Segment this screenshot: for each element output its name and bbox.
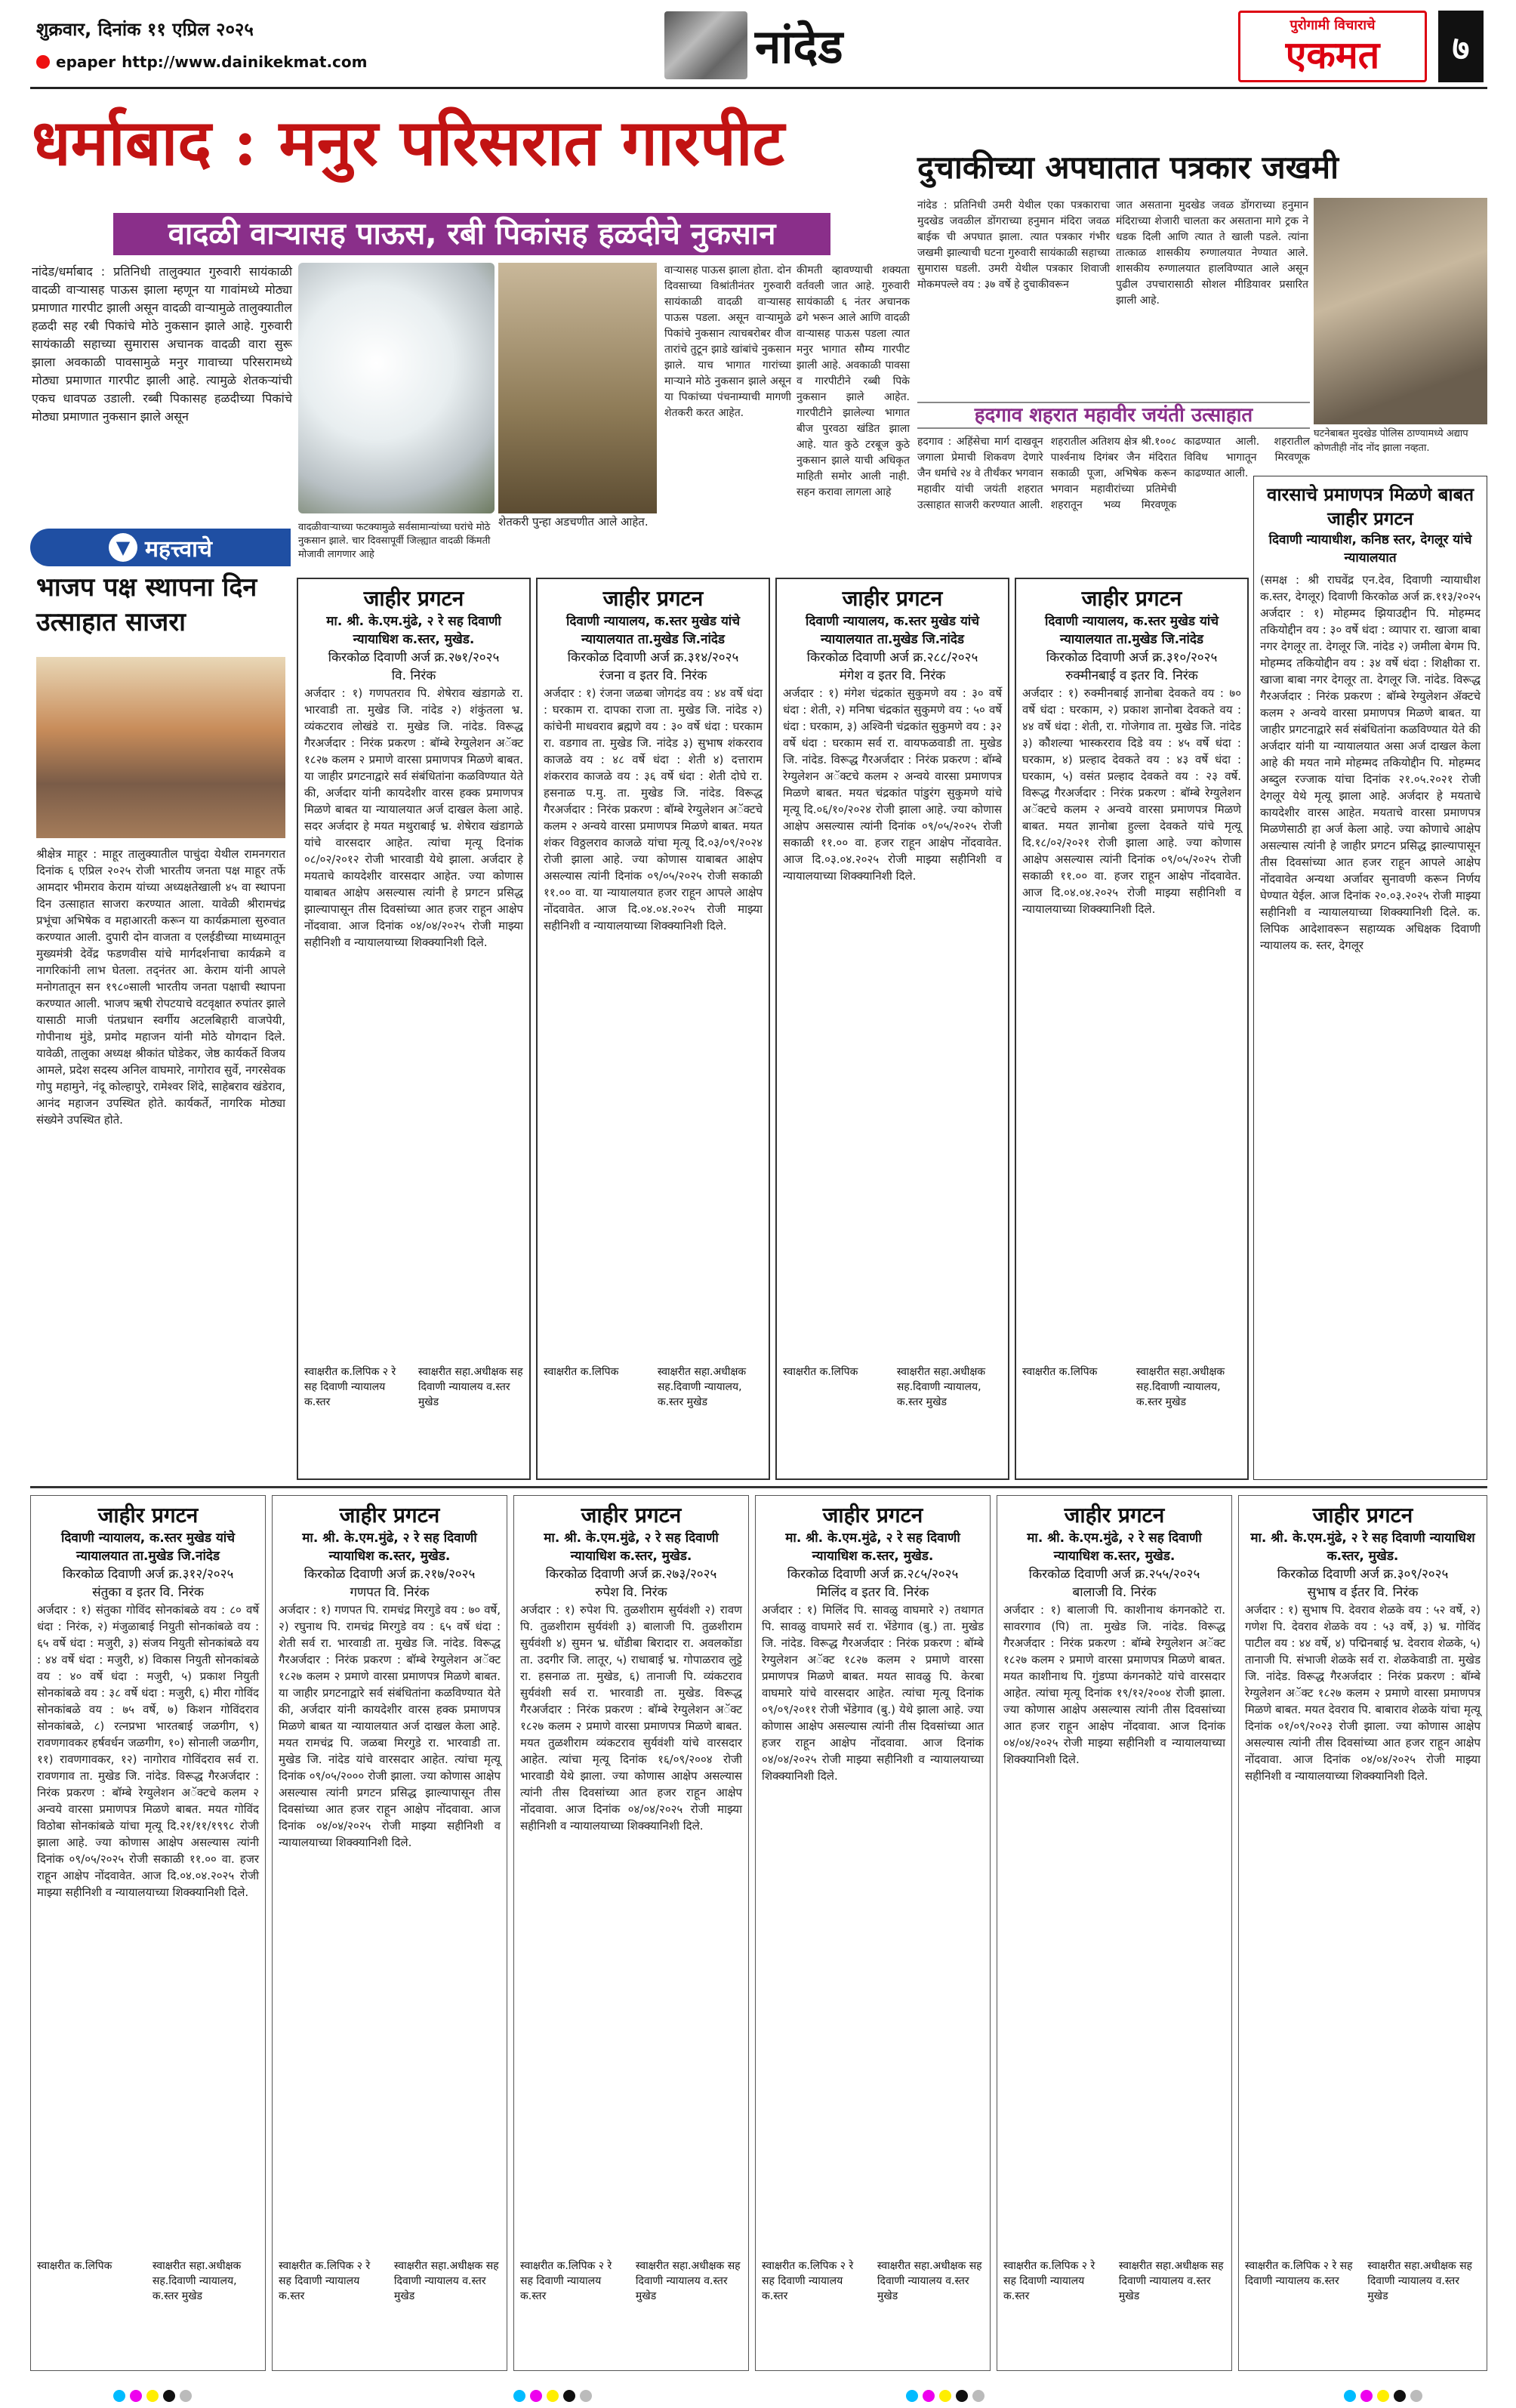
registration-marks-left: [113, 2390, 192, 2403]
notice-title: जाहीर प्रगटन: [1064, 1503, 1165, 1528]
notice-bottom-3: [513, 1495, 749, 2371]
brand-logo: [1238, 11, 1427, 82]
notice-bottom-6: [1238, 1495, 1487, 2371]
notice-court: मा. श्री. के.एम.मुंढे, २ रे सह दिवाणी न्यायाधिश क.स्तर, मुखेड.: [326, 614, 501, 647]
notice-case: किरकोळ दिवाणी अर्ज क्र.२८८/२०२५: [806, 650, 978, 665]
notice-sign-right: स्वाक्षरीत सहा.अधीक्षक सह दिवाणी न्यायालय व.स्तर मुखेड: [877, 2260, 982, 2302]
notice-title: जाहीर प्रगटन: [602, 586, 704, 611]
brand-tagline: पुरोगामी विचाराचे: [1290, 17, 1376, 33]
notice-sign-right: स्वाक्षरीत सहा.अधीक्षक सह.दिवाणी न्यायालय, क.स्तर मुखेड: [152, 2260, 242, 2302]
notice-sign-left: स्वाक्षरीत क.लिपिक: [1022, 1366, 1098, 1378]
notice-case: किरकोळ दिवाणी अर्ज क्र.३१४/२०२५: [567, 650, 739, 665]
notice-title: जाहीर प्रगटन: [339, 1503, 440, 1528]
notice-top-3: [775, 578, 1009, 1480]
notice-sign-left: स्वाक्षरीत क.लिपिक २ रे सह दिवाणी न्यायालय क.स्तर: [304, 1366, 396, 1408]
notice-case: किरकोळ दिवाणी अर्ज क्र.३१२/२०२५: [62, 1567, 234, 1582]
brand-name: एकमत: [1285, 32, 1380, 77]
accident-column-2: जात असताना मुदखेड जवळ डोंगराच्या हनुमान मंदिराच्या शेजारी चालता कर असताना मागे ट्रक ने धडक दिली आणि त्यात ते खाली पडले. त्यांना तात्काळ शासकीय रुग्णालयात नेण्यात आले. शासकीय रुग्णालयात हालविण्यात आले असून पुढील उपचारासाठी सोशल मीडियावर प्रसारित झाली आहे.: [1116, 199, 1308, 307]
epaper-icon: [36, 55, 50, 69]
notice-title: जाहीर प्रगटन: [1081, 586, 1182, 611]
bjp-story: श्रीक्षेत्र माहूर : माहूर तालुक्यातील पाचुंदा येथील रामनगरात दिनांक ६ एप्रिल २०२५ रोजी भारतीय जनता पक्ष माहूर तर्फे आमदार भीमराव केराम यांच्या अध्यक्षतेखाली ४५ वा स्थापना दिन उत्साहात साजरा करण्यात आला. यावेळी श्रीरामचंद्र प्रभूंचा अभिषेक व महाआरती करून या कार्यक्रमाला सुरुवात करण्यात आली. दुपारी दोन वाजता व एलईडीच्या माध्यमातून मुख्यमंत्री देवेंद्र फडणवीस यांचे मार्गदर्शनाचा कार्यक्रमे व नागरिकांनी लाभ घेतला. तद्नंतर आ. केराम यांनी आपले मनोगतातून सन १९८०साली भारतीय जनता पक्षाची स्थापना करण्यात आली. भाजप ऋषी रोपटयाचे वटवृक्षात रुपांतर झाले यासाठी माजी पंतप्रधान स्वर्गीय अटलबिहारी वाजपेयी, गोपीनाथ मुंडे, प्रमोद महाजन यांनी मोठे योगदान दिले. यावेळी, तालुका अध्यक्ष श्रीकांत घोडेकर, जेष्ठ कार्यकर्ते विजय आमले, प्रदेश सदस्य अनिल वाघमारे, नागोराव सुर्वे, नगरसेवक गोपु महामुने, नंदू कोल्हापुरे, रामेश्वर शिंदे, साहेबराव खंडेराव, आनंद महाजन उपस्थित होते. कार्यकर्ते, नागरिक मोठ्या संख्येने उपस्थित होते.: [36, 847, 285, 1127]
notice-bottom-4: [755, 1495, 991, 2371]
issue-date: शुक्रवार, दिनांक ११ एप्रिल २०२५: [36, 19, 254, 40]
notice-court: मा. श्री. के.एम.मुंढे, २ रे सह दिवाणी न्यायाधिश क.स्तर, मुखेड.: [302, 1531, 477, 1564]
notice-bottom-2: [272, 1495, 507, 2371]
notice-parties: रुक्मीनबाई व इतर वि. निरंक: [1065, 668, 1198, 683]
farm-photo: [498, 263, 657, 513]
notice-parties: वि. निरंक: [391, 668, 436, 683]
notice-case: किरकोळ दिवाणी अर्ज क्र.२७१/२०२५: [328, 650, 500, 665]
notice-body: अर्जदार : १) मंगेश चंद्रकांत सुकुमणे वय : ३० वर्षे धंदा : शेती, २) मनिषा चंद्रकांत सुकुमणे वय : ५० वर्षे धंदा : घरकाम, ३) अश्विनी चंद्रकांत सुकुमणे वय : ३२ वर्षे धंदा : घरकाम सर्व रा. वायफळवाडी ता. मुखेड जि. नांदेड. विरूद्ध गैरअर्जदार : निरंक प्रकरण : बॉम्बे रेग्युलेशन अॅक्टचे कलम २ अन्वये वारसा प्रमाणपत्र मिळणे बाबत. मयत चंद्रकांत पांडुरंग सुकुमणे यांचे मृत्यू दि.०६/१०/२०२४ रोजी झाला आहे. ज्या कोणास आक्षेप असल्यास त्यांनी दिनांक ०९/०५/२०२५ रोजी सकाळी ११.०० वा. हजर राहून आक्षेप नोंदवावेत. आज दि.०३.०४.२०२५ रोजी माझ्या सहीनिशी व न्यायालयाच्या शिक्क्यानिशी दिले.: [783, 686, 1002, 883]
notice-title: जाहीर प्रगटन: [1312, 1503, 1413, 1528]
notice-body: अर्जदार : १) संतुका गोविंद सोनकांबळे वय : ८० वर्षे धंदा : निरंक, २) मंजुळाबाई नियुती सोनकांबळे वय : ६५ वर्षे धंदा : मजुरी, ३) संजय नियुती सोनकांबळे वय : ४४ वर्षे धंदा : मजुरी, ४) विकास नियुती सोनकांबळे वय : ४० वर्षे धंदा : मजुरी, ५) प्रकाश नियुती सोनकांबळे वय : ३८ वर्षे धंदा : मजुरी, ६) मीरा गोविंद सोनकांबळे वय : ७५ वर्षे, ७) किशन गोविंदराव सोनकांबळे, ८) रत्नप्रभा भारतबाई जळगीग, ९) रावणगावकर हर्षवर्धन जळगीग, १०) सोनाली जळगीग, ११) रावणगावकर, १२) नागोराव गोविंदराव सर्व रा. रावणगाव ता. मुखेड जि. नांदेड. विरूद्ध गैरअर्जदार : निरंक प्रकरण : बॉम्बे रेग्युलेशन अॅक्टचे कलम २ अन्वये वारसा प्रमाणपत्र मिळणे बाबत. मयत गोविंद विठोबा सोनकांबळे यांचा मृत्यू दि.२१/११/१९९८ रोजी झाला आहे. ज्या कोणास आक्षेप असल्यास त्यांनी दिनांक ०९/०५/२०२५ रोजी सकाळी ११.०० वा. हजर राहून आक्षेप नोंदवावेत. आज दि.०४.०४.२०२५ रोजी माझ्या सहीनिशी व न्यायालयाच्या शिक्क्यानिशी दिले.: [37, 1603, 259, 1899]
notice-title: जाहीर प्रगटन: [822, 1503, 923, 1528]
notice-sign-left: स्वाक्षरीत क.लिपिक: [37, 2260, 112, 2272]
notice-parties: मिलिंद व इतर वि. निरंक: [816, 1585, 929, 1600]
notice-case: किरकोळ दिवाणी अर्ज क्र.३१०/२०२५: [1046, 650, 1218, 665]
notice-parties: गणपत वि. निरंक: [350, 1585, 430, 1600]
notice-body: अर्जदार : १) रुक्मीनबाई ज्ञानोबा देवकते वय : ७० वर्षे धंदा : घरकाम, २) प्रकाश ज्ञानोबा देवकते वय : ४४ वर्षे धंदा : शेती, रा. गोजेगाव ता. मुखेड जि. नांदेड ३) कौशल्या भास्करराव दिडे वय : ४५ वर्षे धंदा : घरकाम, ४) प्रल्हाद देवकते वय : ४३ वर्षे धंदा : घरकाम, ५) वसंत प्रल्हाद देवकते वय : २३ वर्षे. विरूद्ध गैरअर्जदार : निरंक प्रकरण : बॉम्बे रेग्युलेशन अॅक्टचे कलम २ अन्वये वारसा प्रमाणपत्र मिळणे बाबत. मयत ज्ञानोबा हुल्ला देवकते यांचे मृत्यू दि.१८/०२/२०२१ रोजी झाला आहे. ज्या कोणास आक्षेप असल्यास त्यांनी दिनांक ०९/०५/२०२५ रोजी सकाळी ११.०० वा. हजर राहून आक्षेप नोंदवावेत. आज दि.०४.०४.२०२५ रोजी माझ्या सहीनिशी व न्यायालयाच्या शिक्क्यानिशी दिले.: [1022, 686, 1241, 916]
mahavir-story: हदगाव : अहिंसेचा मार्ग दाखवून जगाला प्रेमाची शिकवण देणारे जैन धर्माचे २४ वे तीर्थंकर भगवान महावीर यांची जयंती शहरात उत्साहात साजरी करण्यात आली. शहरातील अतिशय क्षेत्र श्री.१००८ पार्श्वनाथ दिगंबर जैन मंदिरात सकाळी पूजा, अभिषेक करून भगवान महावीरांच्या प्रतिमेची शहरातून भव्य मिरवणूक काढण्यात आली. शहरातील विविध भागातून मिरवणूक काढण्यात आली.: [917, 436, 1310, 511]
notice-body: अर्जदार : १) गणपत पि. रामचंद्र मिरगुडे वय : ७० वर्षे, २) रघुनाथ पि. रामचंद्र मिरगुडे वय : ६५ वर्षे धंदा : शेती सर्व रा. भारवाडी ता. मुखेड जि. नांदेड. विरूद्ध गैरअर्जदार : निरंक प्रकरण : बॉम्बे रेग्युलेशन अॅक्ट १८२७ कलम २ प्रमाणे वारसा प्रमाणपत्र मिळणे बाबत. या जाहीर प्रगटनाद्वारे सर्व संबंधितांना कळविण्यात येते की, अर्जदार यांनी कायदेशीर वारस हक्क प्रमाणपत्र मिळणे बाबत या न्यायालयात अर्ज दाखल केला आहे. मयत रामचंद्र पि. जळबा मिरगुडे रा. भारवाडी ता. मुखेड जि. नांदेड यांचे वारसदार आहेत. त्यांचा मृत्यू दिनांक ०९/०५/२००० रोजी झाला. ज्या कोणास आक्षेप असल्यास त्यांनी प्रगटन प्रसिद्ध झाल्यापासून तीस दिवसांच्या आत हजर राहून आक्षेप नोंदवावा. आज दिनांक ०४/०४/२०२५ रोजी माझ्या सहीनिशी व न्यायालयाच्या शिक्क्यानिशी दिले.: [279, 1603, 501, 1849]
notice-parties: बालाजी वि. निरंक: [1072, 1585, 1157, 1600]
notice-sign-right: स्वाक्षरीत सहा.अधीक्षक सह दिवाणी न्यायालय व.स्तर मुखेड: [635, 2260, 741, 2302]
bjp-headline: भाजप पक्ष स्थापना दिन उत्साहात साजरा: [36, 572, 257, 637]
notice-case: किरकोळ दिवाणी अर्ज क्र.२८५/२०२५: [787, 1567, 959, 1582]
city-image: [664, 11, 747, 79]
page-number: ७: [1438, 11, 1484, 82]
lead-column-3: कीमती व्हावण्याची शक्यता वर्तवली जात आहे. गुरुवारी सायंकाळी ६ नंतर अचानक ढगे भरून आले आणि वादळी वाऱ्यासह पाऊस पडला त्यात मनुर भागात सौम्य गारपीट झाली आहे. अवकाळी पावसा व गारपीटीने रब्बी पिके नुकसान झाले आहेत. गारपीटीने झालेल्या भागात बीज पुरवठा खंडित झाला आहे. यात कुठे टरबूज कुठे नुकसान झाले याची अधिकृत माहिती समोर आली नाही. सहन करावा लागला आहे: [797, 264, 910, 498]
hailstones-photo: [298, 263, 495, 513]
notice-sign-right: स्वाक्षरीत सहा.अधीक्षक सह दिवाणी न्यायालय व.स्तर मुखेड: [1118, 2260, 1224, 2302]
hail-photo-caption: वादळीवाऱ्याच्या फटक्यामुळे सर्वसामान्यांच्या घरांचे मोठे नुकसान झाले. चार दिवसापूर्वी जिल्ह्यात वादळी किंमती मोजावी लागणार आहे: [298, 522, 491, 560]
notice-body: अर्जदार : १) बालाजी पि. काशीनाथ कंगनकोटे रा. सावरगाव (पि) ता. मुखेड जि. नांदेड. विरूद्ध गैरअर्जदार : निरंक प्रकरण : बॉम्बे रेग्युलेशन अॅक्ट १८२७ कलम २ प्रमाणे वारसा प्रमाणपत्र मिळणे बाबत. मयत काशीनाथ पि. गुंडप्पा कंगनकोटे यांचे वारसदार आहेत. त्यांचा मृत्यू दिनांक १९/१२/२००४ रोजी झाला. ज्या कोणास आक्षेप असल्यास त्यांनी तीस दिवसांच्या आत हजर राहून आक्षेप नोंदवावा. आज दिनांक ०४/०४/२०२५ रोजी माझ्या सहीनिशी व न्यायालयाच्या शिक्क्यानिशी दिले.: [1003, 1603, 1225, 1766]
notice-body: अर्जदार : १) रंजना जळबा जोगदंड वय : ४४ वर्षे धंदा : घरकाम रा. दापका राजा ता. मुखेड जि. नांदेड २) कांचेनी माधवराव ब्रह्मणे वय : ३० वर्षे धंदा : घरकाम रा. वडगाव ता. मुखेड जि. नांदेड ३) सुभाष शंकरराव काजळे वय : ४८ वर्षे धंदा : शेती ४) दत्ताराम शंकरराव काजळे वय : ३६ वर्षे धंदा : शेती दोघे रा. हसनाळ प.मु. ता. मुखेड जि. नांदेड. विरूद्ध गैरअर्जदार : निरंक प्रकरण : बॉम्बे रेग्युलेशन अॅक्टचे कलम २ अन्वये वारसा प्रमाणपत्र मिळणे बाबत. मयत शंकर विठ्ठलराव काजळे यांचा मृत्यू दि.०३/०९/२०२४ रोजी झाला आहे. ज्या कोणास याबाबत आक्षेप असल्यास त्यांनी दिनांक ०९/०५/२०२५ रोजी सकाळी ११.०० वा. या न्यायालयात हजर राहून आपले आक्षेप नोंदवावेत. आज दि.०४.०४.२०२५ रोजी माझ्या सहीनिशी व न्यायालयाच्या शिक्क्यानिशी दिले.: [544, 686, 763, 933]
accident-photo: [1314, 198, 1487, 424]
farm-photo-caption: शेतकरी पुन्हा अडचणीत आले आहेत.: [498, 515, 649, 529]
header-divider: [30, 87, 1487, 89]
notice-parties: सुभाष व ईतर वि. निरंक: [1307, 1585, 1419, 1600]
website-url[interactable]: http://www.dainikekmat.com: [122, 53, 368, 71]
notice-court: दिवाणी न्यायालय, क.स्तर मुखेड यांचे न्यायालयात ता.मुखेड जि.नांदेड: [1044, 614, 1219, 647]
varas-court: दिवाणी न्यायाधीश, कनिष्ठ स्तर, देगलूर यांचे न्यायालयात: [1268, 532, 1472, 566]
notice-title: जाहीर प्रगटन: [842, 586, 943, 611]
important-badge-label: महत्त्वाचे: [145, 535, 212, 563]
notice-court: दिवाणी न्यायालय, क.स्तर मुखेड यांचे न्यायालयात ता.मुखेड जि.नांदेड: [565, 614, 741, 647]
notice-sign-right: स्वाक्षरीत सहा.अधीक्षक सह दिवाणी न्यायालय व.स्तर मुखेड: [1367, 2260, 1472, 2302]
city-masthead: [664, 8, 914, 83]
section-divider: [30, 1486, 1487, 1488]
notice-bottom-5: [997, 1495, 1232, 2371]
notice-top-1: [297, 578, 531, 1480]
notice-sign-right: स्वाक्षरीत सहा.अधीक्षक सह.दिवाणी न्यायालय, क.स्तर मुखेड: [1135, 1366, 1225, 1408]
notice-case: किरकोळ दिवाणी अर्ज क्र.२५५/२०२५: [1028, 1567, 1200, 1582]
notice-sign-left: स्वाक्षरीत क.लिपिक २ रे सह दिवाणी न्यायालय क.स्तर: [520, 2260, 612, 2302]
notice-title: जाहीर प्रगटन: [363, 586, 464, 611]
notice-body: अर्जदार : १) मिलिंद पि. सावळु वाघमारे २) तथागत पि. सावळु वाघमारे सर्व रा. भेंडेगाव (बु.) ता. मुखेड जि. नांदेड. विरूद्ध गैरअर्जदार : निरंक प्रकरण : बॉम्बे रेग्युलेशन अॅक्ट १८२७ कलम २ प्रमाणे वारसा प्रमाणपत्र मिळणे बाबत. मयत सावळु पि. केरबा वाघमारे यांचे वारसदार आहेत. त्यांचा मृत्यू दिनांक ०९/०९/२०११ रोजी भेंडेगाव (बु.) येथे झाला आहे. ज्या कोणास आक्षेप असल्यास त्यांनी तीस दिवसांच्या आत हजर राहून आक्षेप नोंदवावा. आज दिनांक ०४/०४/२०२५ रोजी माझ्या सहीनिशी व न्यायालयाच्या शिक्क्यानिशी दिले.: [762, 1603, 984, 1783]
notice-case: किरकोळ दिवाणी अर्ज क्र.२१७/२०२५: [304, 1567, 476, 1582]
varas-headline: वारसाचे प्रमाणपत्र मिळणे बाबत जाहीर प्रगटन: [1266, 484, 1474, 529]
lead-headline: धर्माबाद : मनुर परिसरात गारपीट: [32, 105, 784, 180]
notice-court: मा. श्री. के.एम.मुंढे, २ रे सह दिवाणी न्यायाधिश क.स्तर, मुखेड.: [1250, 1531, 1475, 1564]
lead-column-1: नांदेड/धर्माबाद : प्रतिनिधी तालुक्यात गुरुवारी सायंकाळी वादळी वाऱ्यासह पाऊस झाला म्हणून या गावांमध्ये मोठ्या प्रमाणात गारपीट झाली असून वादळी वाऱ्यामुळे तालुक्यातील हळदी सह रबी पिकांचे मोठे नुकसान झाले आहे. गुरुवारी सायंकाळी सहाच्या सुमारास अचानक वादळी वारा सुरू झाला अवकाळी पावसामुळे मनुर गावाच्या परिसरामध्ये मोठ्या प्रमाणात गारपीट झाली आहे. त्यामुळे शेतकऱ्यांची एकच धावपळ उडाली. रब्बी पिकासह हळदीच्या पिकांचे मोठ्या प्रमाणात नुकसान झाले असून: [32, 264, 292, 424]
notice-parties: संतुका व इतर वि. निरंक: [92, 1585, 204, 1600]
mahavir-headline: हदगाव शहरात महावीर जयंती उत्साहात: [917, 402, 1310, 429]
epaper-label: epaper: [56, 53, 116, 71]
notice-top-4: [1015, 578, 1249, 1480]
notice-title: जाहीर प्रगटन: [581, 1503, 682, 1528]
notice-parties: रुपेश वि. निरंक: [595, 1585, 667, 1600]
notice-parties: मंगेश व इतर वि. निरंक: [839, 668, 946, 683]
city-name: नांदेड: [755, 19, 843, 74]
notice-case: किरकोळ दिवाणी अर्ज क्र.२७३/२०२५: [545, 1567, 717, 1582]
lead-column-2: वाऱ्यासह पाऊस झाला होता. दोन दिवसाच्या विश्रांतीनंतर गुरुवारी सायंकाळी वादळी वाऱ्यासह पाऊस पडला. असून वाऱ्यामुळे पिकांचे नुकसान त्याचबरोबर वीज तारांचे तुटून झाडे खांबांचे नुकसान झाले. याच भागात गारांच्या माऱ्याने मोठे नुकसान झाले असून या पिकांच्या पंचनाम्याची मागणी शेतकरी करत आहेत.: [664, 264, 791, 419]
bjp-event-photo: [36, 657, 285, 838]
epaper-link[interactable]: [36, 53, 367, 71]
notice-bottom-1: [30, 1495, 266, 2371]
notice-sign-left: स्वाक्षरीत क.लिपिक २ रे सह दिवाणी न्यायालय क.स्तर: [1245, 2260, 1353, 2287]
varas-notice: [1253, 476, 1487, 1480]
notice-court: मा. श्री. के.एम.मुंढे, २ रे सह दिवाणी न्यायाधिश क.स्तर, मुखेड.: [544, 1531, 719, 1564]
notice-title: जाहीर प्रगटन: [97, 1503, 199, 1528]
notice-sign-left: स्वाक्षरीत क.लिपिक २ रे सह दिवाणी न्यायालय क.स्तर: [279, 2260, 371, 2302]
notice-sign-left: स्वाक्षरीत क.लिपिक २ रे सह दिवाणी न्यायालय क.स्तर: [762, 2260, 854, 2302]
notice-sign-left: स्वाक्षरीत क.लिपिक २ रे सह दिवाणी न्यायालय क.स्तर: [1003, 2260, 1095, 2302]
notice-court: मा. श्री. के.एम.मुंढे, २ रे सह दिवाणी न्यायाधिश क.स्तर, मुखेड.: [785, 1531, 960, 1564]
notice-case: किरकोळ दिवाणी अर्ज क्र.३०९/२०२५: [1277, 1567, 1449, 1582]
lead-subheadline: वादळी वाऱ्यासह पाऊस, रबी पिकांसह हळदीचे नुकसान: [113, 213, 830, 255]
notice-sign-right: स्वाक्षरीत सहा.अधीक्षक सह दिवाणी न्यायालय व.स्तर मुखेड: [393, 2260, 499, 2302]
accident-photo-caption: घटनेबाबत मुदखेड पोलिस ठाण्यामध्ये अद्याप कोणतीही नोंद नोंद झाला नव्हता.: [1314, 428, 1468, 454]
accident-column-1: नांदेड : प्रतिनिधी उमरी येथील एका पत्रकाराचा मुदखेड जवळील डोंगराच्या हनुमान मंदिरा जवळ बाईक ची अपघात झाला. त्यात पत्रकार गंभीर जखमी झाल्याची घटना गुरुवारी सायंकाळी सहाच्या सुमारास घडली. उमरी येथील पत्रकार शिवाजी मोकमपल्ले वय : ३७ वर्षे हे दुचाकीवरून: [917, 199, 1110, 291]
notice-body: अर्जदार : १) गणपतराव पि. शेषेराव खंडागळे रा. भारवाडी ता. मुखेड जि. नांदेड २) शंकुंतला भ्र. व्यंकटराव लोखंडे रा. मुखेड जि. नांदेड. विरूद्ध गैरअर्जदार : निरंक प्रकरण : बॉम्बे रेग्युलेशन अॅक्ट १८२७ कलम २ प्रमाणे वारसा प्रमाणपत्र मिळणे बाबत. या जाहीर प्रगटनाद्वारे सर्व संबंधितांना कळविण्यात येते की, अर्जदार यांनी कायदेशीर वारस हक्क प्रमाणपत्र मिळणे बाबत या न्यायालयात अर्ज दाखल केला आहे. सदर अर्जदार हे मयत मथुराबाई भ्र. शेषेराव खंडागळे यांचे वारसदार आहेत. त्यांचा मृत्यू दिनांक ०८/०२/२०१२ रोजी भारवाडी येथे झाला. अर्जदार हे मयताचे कायदेशीर वारसदार आहेत. ज्या कोणास याबाबत आक्षेप असल्यास त्यांनी हे प्रगटन प्रसिद्ध झाल्यापासून तीस दिवसांच्या आत हजर राहून आक्षेप नोंदवावा. आज दिनांक ०४/०४/२०२५ रोजी माझ्या सहीनिशी व न्यायालयाच्या शिक्क्यानिशी दिले.: [304, 686, 523, 949]
accident-headline: दुचाकीच्या अपघातात पत्रकार जखमी: [917, 149, 1339, 186]
notice-body: अर्जदार : १) सुभाष पि. देवराव शेळके वय : ५२ वर्षे, २) गणेश पि. देवराव शेळके वय : ५३ वर्षे, ३) भ्र. गोविंद पाटील वय : ४४ वर्षे, ४) पद्मिनबाई भ्र. देवराव शेळके, ५) तानाजी पि. संभाजी शेळके सर्व रा. शेळकेवाडी ता. मुखेड जि. नांदेड. विरूद्ध गैरअर्जदार : निरंक प्रकरण : बॉम्बे रेग्युलेशन अॅक्ट १८२७ कलम २ प्रमाणे वारसा प्रमाणपत्र मिळणे बाबत. मयत देवराव पि. बाबाराव शेळके यांचा मृत्यू दिनांक ०१/०९/२०२३ रोजी झाला. ज्या कोणास आक्षेप असल्यास त्यांनी तीस दिवसांच्या आत हजर राहून आक्षेप नोंदवावा. आज दिनांक ०४/०४/२०२५ रोजी माझ्या सहीनिशी व न्यायालयाच्या शिक्क्यानिशी दिले.: [1245, 1603, 1481, 1783]
notice-body: अर्जदार : १) रुपेश पि. तुळशीराम सुर्यवंशी २) रावण पि. तुळशीराम सुर्यवंशी ३) बालाजी पि. तुळशीराम सुर्यवंशी ४) सुमन भ्र. धोंडीबा बिरादार रा. अवलकोंडा ता. उदगीर जि. लातूर, ५) राधाबाई भ्र. गोपाळराव लुट्टे रा. हसनाळ ता. मुखेड, ६) तानाजी पि. व्यंकटराव सुर्यवंशी सर्व रा. भारवाडी ता. मुखेड. विरूद्ध गैरअर्जदार : निरंक प्रकरण : बॉम्बे रेग्युलेशन अॅक्ट १८२७ कलम २ प्रमाणे वारसा प्रमाणपत्र मिळणे बाबत. मयत तुळशीराम व्यंकटराव सुर्यवंशी यांचे वारसदार आहेत. त्यांचा मृत्यू दिनांक १६/०९/२००४ रोजी भारवाडी येथे झाला. ज्या कोणास आक्षेप असल्यास त्यांनी तीस दिवसांच्या आत हजर राहून आक्षेप नोंदवावा. आज दिनांक ०४/०४/२०२५ रोजी माझ्या सहीनिशी व न्यायालयाच्या शिक्क्यानिशी दिले.: [520, 1603, 742, 1833]
varas-body: (समक्ष : श्री राघवेंद्र एन.देव, दिवाणी न्यायाधीश क.स्तर, देगलूर) दिवाणी किरकोळ अर्ज क्र.११३/२०२५ अर्जदार : १) मोहम्मद झियाउद्दीन पि. मोहम्मद तकियोद्दीन वय : ३० वर्षे धंदा : व्यापार रा. खाजा बाबा नगर देगलूर ता. देगलूर जि. नांदेड २) जमीला बेगम पि. मोहम्मद तकियोद्दीन वय : ३४ वर्षे धंदा : शिक्षीका रा. खाजा बाबा नगर देगलूर ता. देगलूर जि. नांदेड. विरूद्ध गैरअर्जदार : निरंक प्रकरण : बॉम्बे रेग्युलेशन ॲक्टचे कलम २ अन्वये वारसा प्रमाणपत्र मिळणे बाबत. या जाहीर प्रगटनाद्वारे सर्व संबंधितांना कळविण्यात येते की अर्जदार यांनी या न्यायालयात असा अर्ज दाखल केला आहे की मयत नामे मोहम्मद तकियोद्दीन पि. मोहम्मद अब्दुल रज्जाक यांचा दिनांक २१.०५.२०२१ रोजी देगलूर येथे मृत्यू झाला आहे. अर्जदार हे मयताचे कायदेशीर वारस आहेत. मयताचे वारसा प्रमाणपत्र मिळणेसाठी हा अर्ज केला आहे. ज्या कोणाचे आक्षेप असल्यास त्यांनी हे जाहीर प्रगटन प्रसिद्ध झाल्यापासून तीस दिवसांच्या आत हजर राहून आपले आक्षेप नोंदवावेत अन्यथा अर्जावर सुनावणी करून निर्णय घेण्यात येईल. आज दिनांक २०.०३.२०२५ रोजी माझ्या सहीनिशी व न्यायालयाच्या शिक्क्यानिशी दिले. क. लिपिक आदेशावरून सहाय्यक अधिक्षक दिवाणी न्यायालय क. स्तर, देगलूर: [1260, 573, 1481, 952]
notice-court: दिवाणी न्यायालय, क.स्तर मुखेड यांचे न्यायालयात ता.मुखेड जि.नांदेड: [805, 614, 980, 647]
registration-marks-right: [1344, 2390, 1422, 2403]
notice-sign-right: स्वाक्षरीत सहा.अधीक्षक सह.दिवाणी न्यायालय, क.स्तर मुखेड: [896, 1366, 986, 1408]
notice-top-2: [536, 578, 770, 1480]
notice-sign-left: स्वाक्षरीत क.लिपिक: [783, 1366, 858, 1378]
chevron-down-icon: ▼: [109, 533, 137, 562]
important-badge: [30, 529, 291, 566]
notice-sign-right: स्वाक्षरीत सहा.अधीक्षक सह दिवाणी न्यायालय व.स्तर मुखेड: [418, 1366, 523, 1408]
notice-sign-right: स्वाक्षरीत सहा.अधीक्षक सह.दिवाणी न्यायालय, क.स्तर मुखेड: [657, 1366, 747, 1408]
registration-marks-center-left: [513, 2390, 592, 2403]
notice-court: मा. श्री. के.एम.मुंढे, २ रे सह दिवाणी न्यायाधिश क.स्तर, मुखेड.: [1027, 1531, 1202, 1564]
notice-sign-left: स्वाक्षरीत क.लिपिक: [544, 1366, 619, 1378]
notice-parties: रंजना व इतर वि. निरंक: [599, 668, 707, 683]
registration-marks-center-right: [906, 2390, 984, 2403]
notice-court: दिवाणी न्यायालय, क.स्तर मुखेड यांचे न्यायालयात ता.मुखेड जि.नांदेड: [60, 1531, 236, 1564]
